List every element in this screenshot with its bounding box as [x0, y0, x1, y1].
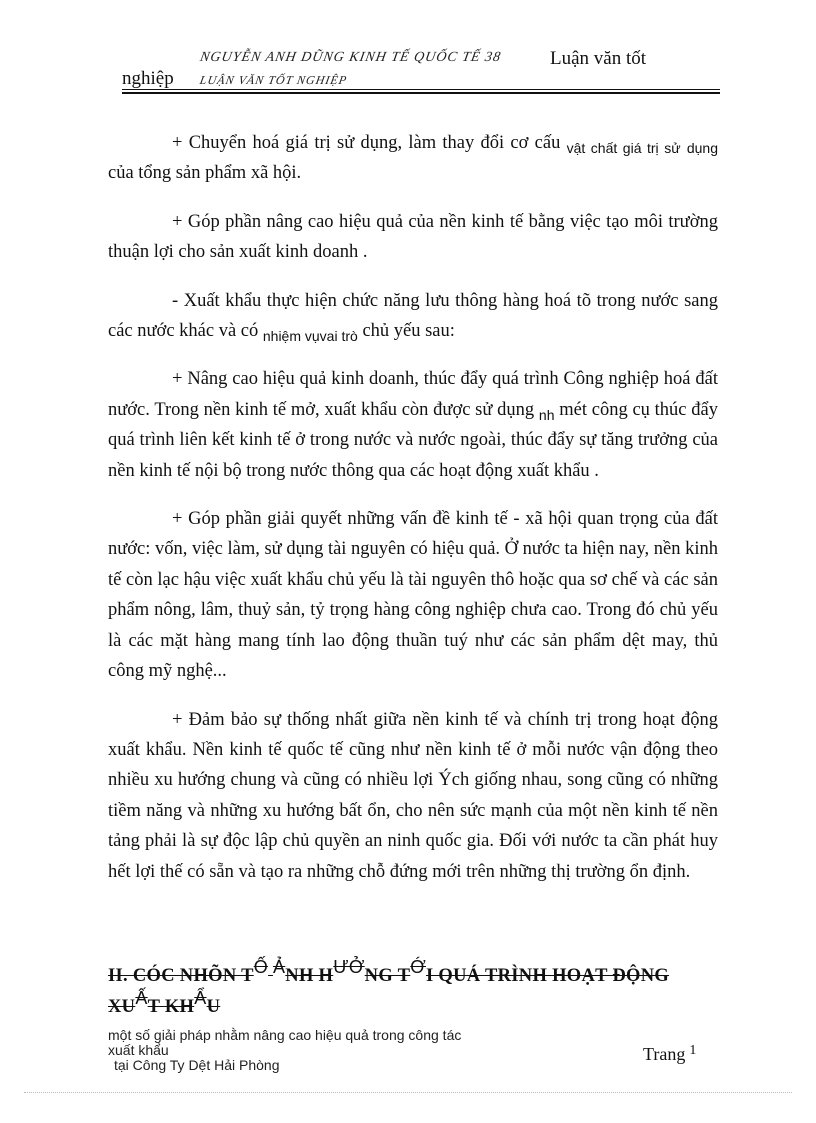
paragraph-1: + Chuyển hoá giá trị sử dụng, làm thay đổi cơ cấu $_{vật chất giá trị sử}$ $_{dụng}$ của tổng sản phẩm xã hội.	[108, 133, 718, 184]
header-script-line1: NGUYỄN ANH DŨNG KINH TẾ QUỐC TẾ 38	[198, 50, 503, 65]
page-number-value: 1	[689, 1043, 697, 1058]
paragraph-3: - Xuất khẩu thực hiện chức năng lưu thông hàng hoá tõ trong nước sang các nước khác và có $_{nhiệm vụvai trò}$ chủ yếu sau:	[108, 290, 718, 345]
paragraph-5: + Góp phần giải quyết những vấn đề kinh tế - xã hội quan trọng của đất nước: vốn, việc làm, sử dụng tài nguyên có hiệu quả. Ở nước ta hiện nay, nền kinh tế còn lạc hậu việc xuất khẩu chủ yếu là tài nguyên thô hoặc qua sơ chế và các sản phẩm nông, lâm, thuỷ sản, tỷ trọng hàng công nghiệp chưa cao. Trong đó chủ yếu là các mặt hàng mang tính lao động thuần tuý như các sản phẩm dệt may, thủ công mỹ nghệ...	[108, 509, 718, 682]
header-right-text: Luận văn tốt	[550, 48, 647, 69]
paragraph-4: + Nâng cao hiệu quả kinh doanh, thúc đẩy quá trình Công nghiệp hoá đất nước. Trong nền kinh tế mở, xuất khẩu còn được sử dụng $_{nh}$ mét công cụ thúc đẩy quá trình liên kết kinh tế ở trong nước và nước ngoài, thúc đẩy sự tăng trưởng của nền kinh tế nội bộ trong nước thông qua các hoạt động xuất khẩu .	[108, 369, 718, 481]
header-left-text: nghiệp	[122, 68, 174, 89]
section-heading: II. CÓC NHÕN TỐ ẢNH HƯỞNG TỚI QUÁ TRÌNH HOẠT ĐỘNG XUẤT KHẨU	[108, 957, 670, 1017]
footer-title	[108, 1028, 548, 1073]
header-script-line2: LUẬN VĂN TỐT NGHIỆP	[198, 73, 349, 87]
inline-fragment: dụng	[686, 140, 718, 156]
footer-line-1: một số giải pháp nhằm nâng cao hiệu quả trong công tác	[108, 1027, 462, 1043]
paragraph-6: + Đảm bảo sự thống nhất giữa nền kinh tế và chính trị trong hoạt động xuất khẩu. Nền kinh tế quốc tế cũng như nền kinh tế ở mỗi nước vận động theo nhiều xu hướng chung và cũng có nhiều lợi Ých giống nhau, song cũng có những tiềm năng và những xu hướng bất ổn, cho nên sức mạnh của một nền kinh tế nền tảng phải là sự độc lập chủ quyền an ninh quốc gia. Đối với nước ta cần phát huy hết lợi thế có sẵn và tạo ra những chỗ đứng mới trên những thị trường ổn định.	[108, 709, 718, 882]
inline-fragment: nhiệm vụvai trò	[262, 328, 358, 345]
footer-line-3: tại Công Ty Dệt Hải Phòng	[114, 1057, 280, 1073]
paragraph-2: + Góp phần nâng cao hiệu quả của nền kinh tế bằng việc tạo môi trường thuận lợi cho sản xuất kinh doanh .	[108, 211, 718, 263]
page-bottom-divider	[24, 1092, 792, 1093]
inline-fragment: nh	[538, 406, 555, 423]
page-label: Trang	[643, 1044, 686, 1064]
page-number	[643, 1044, 696, 1065]
inline-fragment: vật chất giá trị sử	[566, 140, 681, 156]
header-rule-thin	[122, 89, 720, 90]
header-rule-thick	[122, 92, 720, 94]
body-text	[108, 128, 718, 905]
footer-line-2: xuất khẩu	[108, 1042, 169, 1058]
